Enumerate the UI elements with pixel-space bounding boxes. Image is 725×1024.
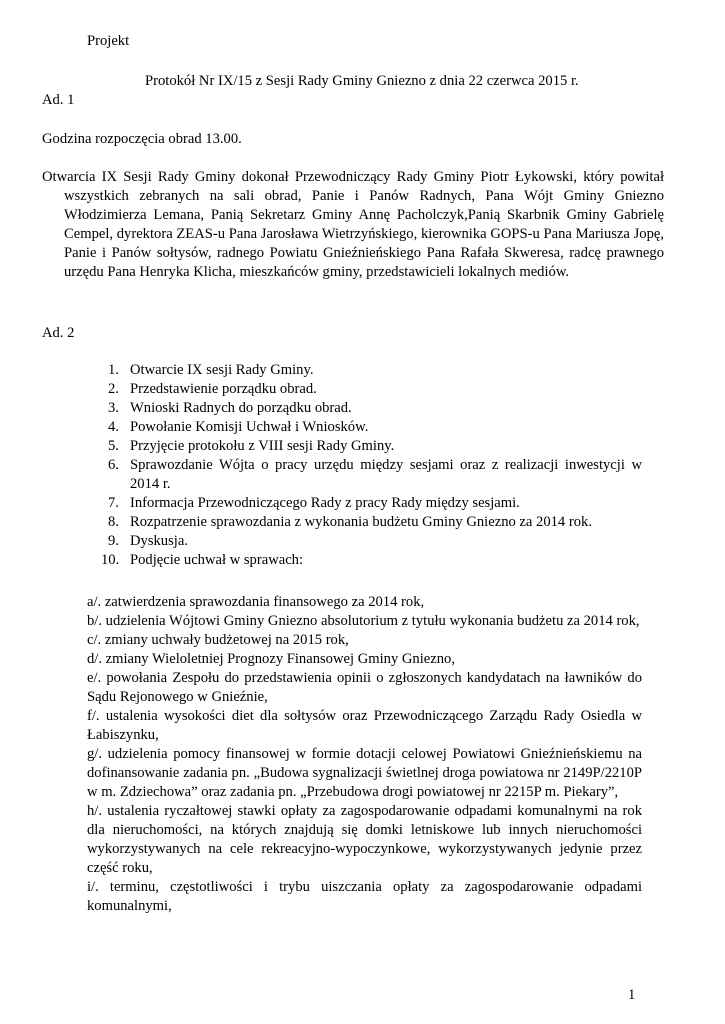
agenda-item-text: Otwarcie IX sesji Rady Gminy. [130, 362, 314, 378]
agenda-item [108, 380, 642, 399]
resolution-item: h/. ustalenia ryczałtowej stawki opłaty za zagospodarowanie odpadami komunalnymi na rok dla nieruchomości, na których znajdują się domki letniskowe lub innych nieruchomości wykorzystywanych na cele rekreacyjno-wypoczynkowe, wykorzystywanych jedynie przez część roku, [87, 803, 642, 876]
agenda-item-number: 7. [108, 495, 119, 511]
start-time: Godzina rozpoczęcia obrad 13.00. [42, 131, 242, 147]
agenda-item-text: Przedstawienie porządku obrad. [130, 381, 317, 397]
agenda-item-number: 6. [108, 457, 119, 473]
section-ad1: Ad. 1 [42, 92, 75, 108]
resolution-item: a/. zatwierdzenia sprawozdania finansowego za 2014 rok, [87, 594, 425, 610]
agenda-item [108, 513, 642, 532]
agenda-item-text: Wnioski Radnych do porządku obrad. [130, 400, 352, 416]
agenda-item [108, 532, 642, 551]
section-ad2: Ad. 2 [42, 325, 75, 341]
resolutions-list [87, 593, 642, 916]
agenda-item-text: Informacja Przewodniczącego Rady z pracy Rady między sesjami. [130, 495, 520, 511]
resolution-item: b/. udzielenia Wójtowi Gminy Gniezno absolutorium z tytułu wykonania budżetu za 2014 rok, [87, 613, 640, 629]
agenda-item-number: 1. [108, 362, 119, 378]
agenda-item-number: 9. [108, 533, 119, 549]
resolution-item: e/. powołania Zespołu do przedstawienia opinii o zgłoszonych kandydatach na ławników do Sądu Rejonowego w Gnieźnie, [87, 670, 642, 705]
agenda-item-text: Sprawozdanie Wójta o pracy urzędu między sesjami oraz z realizacji inwestycji w 2014 r. [130, 457, 642, 492]
agenda-item-text: Rozpatrzenie sprawozdania z wykonania budżetu Gminy Gniezno za 2014 rok. [130, 514, 592, 530]
agenda-list [101, 361, 642, 570]
agenda-item-text: Dyskusja. [130, 533, 188, 549]
agenda-item-number: 10. [101, 552, 120, 568]
resolution-item: d/. zmiany Wieloletniej Prognozy Finansowej Gminy Gniezno, [87, 651, 455, 667]
agenda-item [108, 437, 642, 456]
agenda-item [108, 456, 642, 494]
resolution-item: i/. terminu, częstotliwości i trybu uiszczania opłaty za zagospodarowanie odpadami komunalnymi, [87, 879, 642, 914]
agenda-item [108, 418, 642, 437]
document-title: Protokół Nr IX/15 z Sesji Rady Gminy Gniezno z dnia 22 czerwca 2015 r. [145, 73, 579, 89]
agenda-item [101, 551, 642, 570]
page-number: 1 [628, 987, 636, 1003]
agenda-item-text: Przyjęcie protokołu z VIII sesji Rady Gminy. [130, 438, 395, 454]
projekt-label: Projekt [87, 33, 130, 49]
opening-paragraph: Otwarcia IX Sesji Rady Gminy dokonał Przewodniczący Rady Gminy Piotr Łykowski, który powitał wszystkich zebranych na sali obrad, Panie i Panów Radnych, Pana Wójt Gminy Gniezno Włodzimierza Lemana, Panią Sekretarz Gminy Annę Pacholczyk,Panią Skarbnik Gminy Gabrielę Cempel, dyrektora ZEAS-u Pana Jarosława Wietrzyńskiego, kierownika GOPS-u Pana Mariusza Jopę, Panie i Panów sołtysów, radnego Powiatu Gnieźnieńskiego Pana Rafała Skweresa, radcę prawnego urzędu Pana Henryka Klicha, mieszkańców gminy, przedstawicieli lokalnych mediów. [42, 169, 664, 280]
agenda-item-number: 4. [108, 419, 119, 435]
agenda-item [108, 399, 642, 418]
agenda-item-number: 5. [108, 438, 119, 454]
agenda-item [108, 494, 642, 513]
agenda-item-number: 8. [108, 514, 119, 530]
agenda-item-number: 2. [108, 381, 119, 397]
agenda-item-text: Powołanie Komisji Uchwał i Wniosków. [130, 419, 369, 435]
agenda-item-number: 3. [108, 400, 119, 416]
agenda-item [108, 361, 642, 380]
resolution-item: f/. ustalenia wysokości diet dla sołtysów oraz Przewodniczącego Zarządu Rady Osiedla w Łabiszynku, [87, 708, 642, 743]
resolution-item: c/. zmiany uchwały budżetowej na 2015 rok, [87, 632, 349, 648]
agenda-item-text: Podjęcie uchwał w sprawach: [130, 552, 304, 568]
resolution-item: g/. udzielenia pomocy finansowej w formie dotacji celowej Powiatowi Gnieźnieńskiemu na dofinansowanie zadania pn. „Budowa sygnalizacji świetlnej droga powiatowa nr 2149P/2210P w m. Zdziechowa” oraz zadania pn. „Przebudowa drogi powiatowej nr 2215P m. Piekary”, [87, 746, 642, 800]
